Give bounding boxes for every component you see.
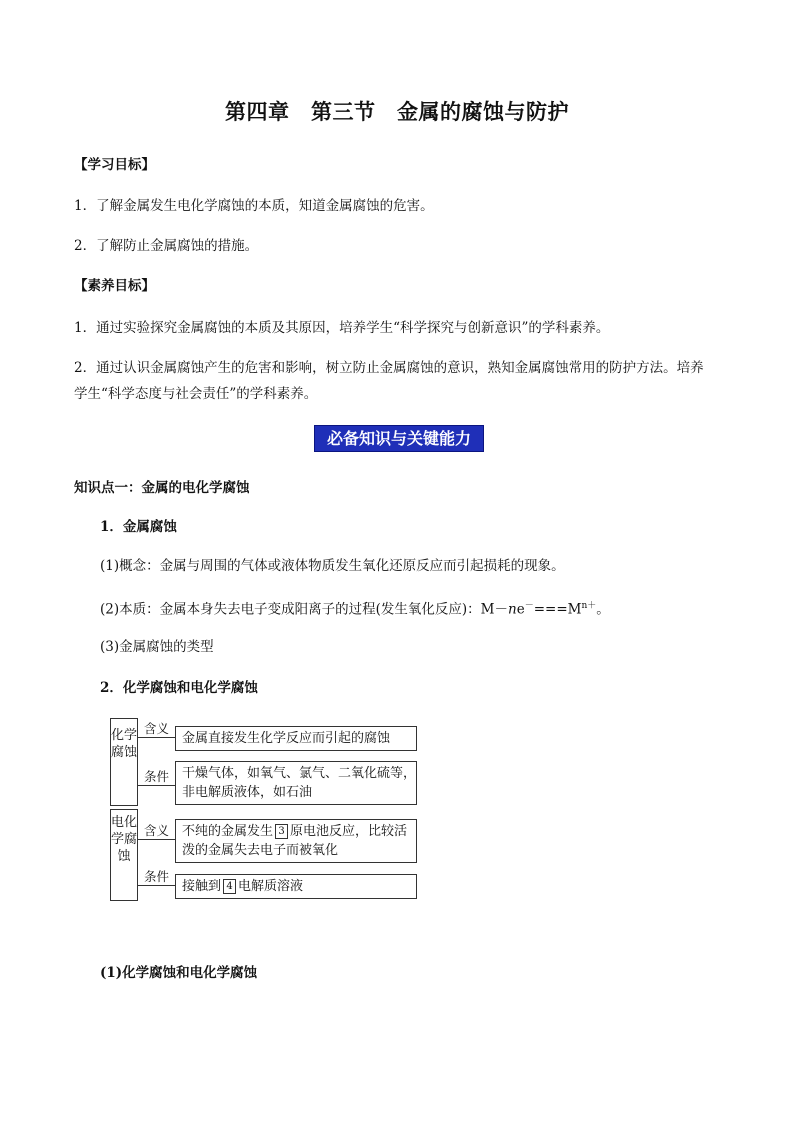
essence-e: e [516,601,525,618]
chem-condition-line2: 非电解质液体，如石油 [182,785,313,800]
types-text: (3)金属腐蚀的类型 [100,639,214,655]
chem-meaning-label: 含义 [144,721,170,736]
corrosion-diagram [110,715,422,905]
essence-text [100,596,610,620]
chem-meaning-box: 金属直接发生化学反应而引起的腐蚀 [175,726,417,751]
electro-condition-box: 接触到 4 电解质溶液 [175,874,417,899]
essence-n: n [507,601,517,618]
page-title: 第四章 第三节 金属的腐蚀与防护 [225,99,569,124]
chem-meaning-line [138,737,175,738]
essence-end: 。 [596,601,610,618]
knowledge-point-title: 知识点一：金属的电化学腐蚀 [74,480,250,496]
section2-heading: 2．化学腐蚀和电化学腐蚀 [100,680,258,696]
section1-heading: 1．金属腐蚀 [100,519,177,535]
blank-number-4: 4 [223,879,236,894]
chem-condition-line [138,785,175,786]
electro-corrosion-box: 电化学腐蚀 [110,809,138,901]
electro-meaning-line2: 泼的金属失去电子而被氧化 [182,843,339,858]
literacy-goal-1: 1．通过实验探究金属腐蚀的本质及其原因，培养学生“科学探究与创新意识”的学科素养。 [74,320,610,336]
literacy-goals-heading: 【素养目标】 [74,278,155,294]
essence-sup1: － [524,601,534,611]
electro-meaning-label: 含义 [144,823,170,838]
chem-condition-box [175,761,417,805]
subsection-title: (1)化学腐蚀和电化学腐蚀 [100,965,258,981]
essence-eq: ===M [533,601,582,618]
electro-condition-line [138,885,175,886]
electro-condition-label: 条件 [144,869,170,884]
chem-condition-line1: 干燥气体，如氧气、氯气、二氧化硫等， [182,766,417,781]
literacy-goal-2-line1: 2．通过认识金属腐蚀产生的危害和影响，树立防止金属腐蚀的意识，熟知金属腐蚀常用的防护方法。培养 [74,360,704,376]
electro-meaning-box: 不纯的金属发生 3 原电池反应，比较活 泼的金属失去电子而被氧化 [175,819,417,863]
essence-prefix: (2)本质：金属本身失去电子变成阳离子的过程(发生氧化反应)：M－ [100,601,508,618]
learning-goal-2: 2．了解防止金属腐蚀的措施。 [74,238,259,254]
learning-goal-1: 1．了解金属发生电化学腐蚀的本质，知道金属腐蚀的危害。 [74,198,434,214]
concept-text: (1)概念：金属与周围的气体或液体物质发生氧化还原反应而引起损耗的现象。 [100,558,565,574]
literacy-goal-2-line2: 学生“科学态度与社会责任”的学科素养。 [74,386,318,402]
section-banner: 必备知识与关键能力 [314,425,484,452]
chem-corrosion-box: 化学腐蚀 [110,718,138,806]
learning-goals-heading: 【学习目标】 [74,157,155,173]
chem-condition-label: 条件 [144,769,170,784]
essence-sup2: n＋ [581,601,597,611]
blank-number-3: 3 [275,824,288,839]
electro-meaning-line [138,839,175,840]
